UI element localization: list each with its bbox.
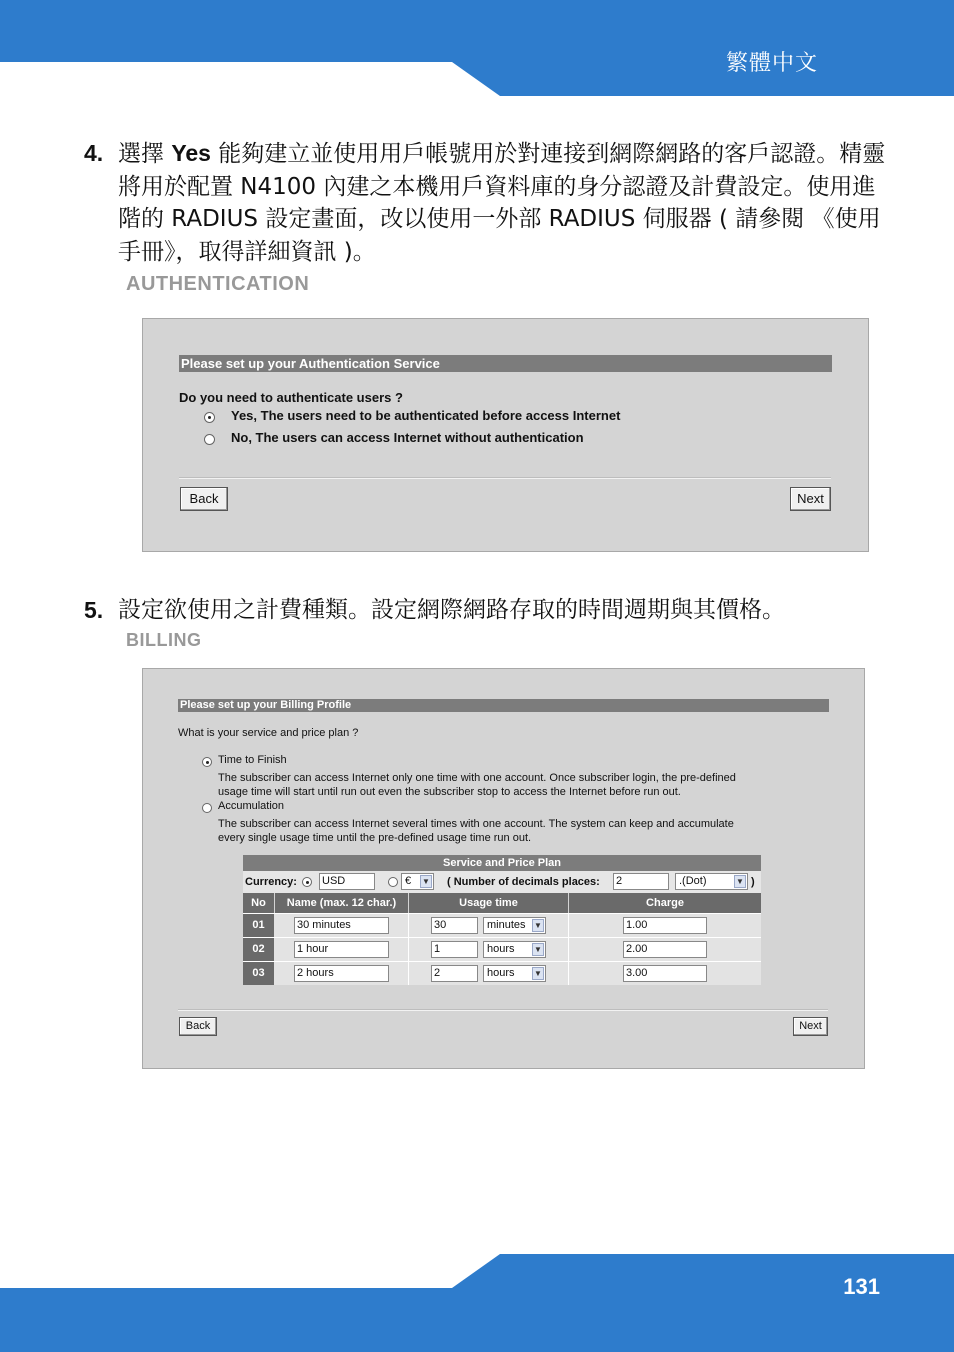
chevron-down-icon: ▼ xyxy=(532,919,544,932)
usage-unit-select[interactable]: hours ▼ xyxy=(483,941,546,958)
language-label: 繁體中文 xyxy=(725,51,818,76)
col-name: Name (max. 12 char.) xyxy=(275,893,408,913)
section-label-authentication: AUTHENTICATION xyxy=(126,273,310,295)
currency-label: Currency: xyxy=(245,876,297,888)
step-text: 設定欲使用之計費種類。設定網際網路存取的時間週期與其價格。 xyxy=(118,597,785,623)
option-time-to-finish-desc: The subscriber can access Internet only one time with one account. Once subscriber login, the pre-defined xyxy=(218,772,736,784)
chevron-down-icon: ▼ xyxy=(734,875,746,888)
next-button[interactable]: Next xyxy=(790,487,831,511)
section-label-billing: BILLING xyxy=(126,630,202,650)
option-yes-label: Yes, The users need to be authenticated before access Internet xyxy=(231,408,621,423)
billing-panel xyxy=(142,668,865,1069)
plan-name-input[interactable]: 30 minutes xyxy=(294,917,389,934)
table-row xyxy=(243,913,761,937)
usage-amount-input[interactable]: 30 xyxy=(431,917,478,934)
authentication-panel xyxy=(142,318,869,552)
usage-unit-select[interactable]: minutes ▼ xyxy=(483,917,546,934)
back-button[interactable]: Back xyxy=(179,1017,217,1036)
plan-name-input[interactable]: 2 hours xyxy=(294,965,389,982)
divider xyxy=(179,477,831,479)
usage-amount-input[interactable]: 1 xyxy=(431,941,478,958)
step-number: 4. xyxy=(84,140,104,166)
col-usage-time: Usage time xyxy=(409,893,568,913)
radio-time-to-finish[interactable] xyxy=(202,757,212,767)
step-text: 選擇 Yes 能夠建立並使用用戶帳號用於對連接到網際網路的客戶認證。精靈將用於配置 N4100 內建之本機用戶資料庫的身分認證及計費設定。使用進階的 RADIUS 設定畫面，改以使用一外部 RADIUS 伺服器 ( 請參閱 《使用手冊》，取得詳細資訊 )。 xyxy=(118,140,886,265)
radio-currency-euro[interactable] xyxy=(388,877,398,887)
row-number: 01 xyxy=(243,914,274,937)
col-no: No xyxy=(243,893,274,913)
option-accumulation-label: Accumulation xyxy=(218,800,285,812)
charge-input[interactable]: 1.00 xyxy=(623,917,707,934)
page-number: 131 xyxy=(843,1274,880,1299)
close-paren: ) xyxy=(751,876,755,888)
table-row xyxy=(243,937,761,961)
panel-title: Please set up your Billing Profile xyxy=(178,699,829,712)
charge-input[interactable]: 3.00 xyxy=(623,965,707,982)
col-charge: Charge xyxy=(569,893,761,913)
decimals-label: ( Number of decimals places: xyxy=(447,876,600,888)
charge-input[interactable]: 2.00 xyxy=(623,941,707,958)
usage-unit-select[interactable]: hours ▼ xyxy=(483,965,546,982)
option-accumulation-desc: The subscriber can access Internet several times with one account. The system can keep and accumulate xyxy=(218,818,734,830)
auth-question: Do you need to authenticate users ? xyxy=(179,390,403,405)
price-plan-table xyxy=(243,855,761,985)
radio-yes[interactable] xyxy=(204,412,215,423)
usage-amount-input[interactable]: 2 xyxy=(431,965,478,982)
option-no-label: No, The users can access Internet without authentication xyxy=(231,430,584,445)
chevron-down-icon: ▼ xyxy=(532,967,544,980)
row-number: 02 xyxy=(243,938,274,961)
currency-row xyxy=(243,871,761,893)
option-accumulation-desc: every single usage time until the pre-defined usage time run out. xyxy=(218,832,532,844)
next-button[interactable]: Next xyxy=(793,1017,828,1036)
euro-select[interactable]: € ▼ xyxy=(401,873,434,890)
table-row xyxy=(243,961,761,985)
panel-title: Please set up your Authentication Service xyxy=(179,355,832,372)
currency-input[interactable]: USD xyxy=(319,873,375,890)
row-number: 03 xyxy=(243,962,274,985)
decimals-input[interactable]: 2 xyxy=(613,873,669,890)
radio-accumulation[interactable] xyxy=(202,803,212,813)
chevron-down-icon: ▼ xyxy=(420,875,432,888)
yes-emphasis: Yes xyxy=(171,140,211,166)
back-button[interactable]: Back xyxy=(180,487,228,511)
decimal-separator-select[interactable]: .(Dot) ▼ xyxy=(675,873,748,890)
column-header-row xyxy=(243,893,761,913)
footer-band xyxy=(0,1254,954,1352)
chevron-down-icon: ▼ xyxy=(532,943,544,956)
step-number: 5. xyxy=(84,597,104,623)
plan-title: Service and Price Plan xyxy=(243,855,761,871)
plan-name-input[interactable]: 1 hour xyxy=(294,941,389,958)
option-time-to-finish-label: Time to Finish xyxy=(218,754,287,766)
radio-currency-usd[interactable] xyxy=(302,877,312,887)
radio-no[interactable] xyxy=(204,434,215,445)
billing-question: What is your service and price plan ? xyxy=(178,727,359,739)
option-time-to-finish-desc: usage time will start until run out even the subscriber stop to access the Internet before run out. xyxy=(218,786,681,798)
divider xyxy=(178,1009,828,1011)
